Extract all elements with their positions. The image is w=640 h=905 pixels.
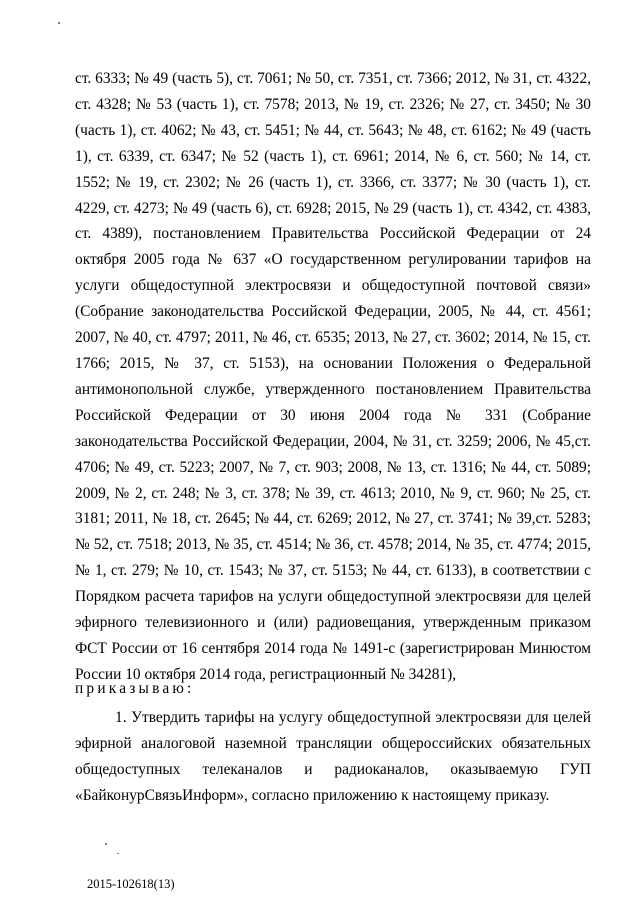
body-paragraph: ст. 6333; № 49 (часть 5), ст. 7061; № 50, ст. 7351, ст. 7366; 2012, № 31, ст. 4322, ст. 4328; № 53 (часть 1), ст. 7578; 2013, № 19, ст. 2326; № 27, ст. 3450; № 30 (часть 1), ст. 4062; № 43, ст. 5451; № 44, ст. 5643; № 48, ст. 6162; № 49 (часть 1), ст. 6339, ст. 6347; № 52 (часть 1), ст. 6961; 2014, № 6, ст. 560; № 14, ст. 1552; № 19, ст. 2302; № 26 (часть 1), ст. 3366, ст. 3377; № 30 (часть 1), ст. 4229, ст. 4273; № 49 (часть 6), ст. 6928; 2015, № 29 (часть 1), ст. 4342, ст. 4383, ст. 4389), постановлением Правительства Российской Федерации от 24 октября 2005 года № 637 «О государственном регулировании тарифов на услуги общедоступной электросвязи и общедоступной почтовой связи» (Собрание законодательства Российской Федерации, 2005, № 44, ст. 4561; 2007, № 40, ст. 4797; 2011, № 46, ст. 6535; 2013, № 27, ст. 3602; 2014, № 15, ст. 1766; 2015, № 37, ст. 5153), на основании Положения о Федеральной антимонопольной службе, утвержденного постановлением Правительства Российской Федерации от 30 июня 2004 года № 331 (Собрание законодательства Российской Федерации, 2004, № 31, ст. 3259; 2006, № 45,ст. 4706; № 49, ст. 5223; 2007, № 7, ст. 903; 2008, № 13, ст. 1316; № 44, ст. 5089; 2009, № 2, ст. 248; № 3, ст. 378; № 39, ст. 4613; 2010, № 9, ст. 960; № 25, ст. 3181; 2011, № 18, ст. 2645; № 44, ст. 6269; 2012, № 27, ст. 3741; № 39,ст. 5283; № 52, ст. 7518; 2013, № 35, ст. 4514; № 36, ст. 4578; 2014, № 35, ст. 4774; 2015, № 1, ст. 279; № 10, ст. 1543; № 37, ст. 5153; № 44, ст. 6133), в соответствии с Порядком расчета тарифов на услуги общедоступной электросвязи для целей эфирного телевизионного и (или) радиовещания, утвержденным приказом ФСТ России от 16 сентября 2014 года № 1491-с (зарегистрирован Минюстом России 10 октября 2014 года, регистрационный № 34281), <box>75 70 591 683</box>
order-item-1: 1. Утвердить тарифы на услугу общедоступной электросвязи для целей эфирной аналоговой наземной трансляции общероссийских обязательных общедоступных телеканалов и радиоканалов, оказываемую ГУП «БайконурСвязьИнформ», согласно приложению к настоящему приказу. <box>75 709 591 804</box>
scan-speck <box>58 22 60 24</box>
order-word: приказываю: <box>75 680 195 697</box>
document-number: 2015-102618(13) <box>87 877 175 891</box>
scan-speck <box>105 843 107 845</box>
scan-speck <box>117 853 119 854</box>
